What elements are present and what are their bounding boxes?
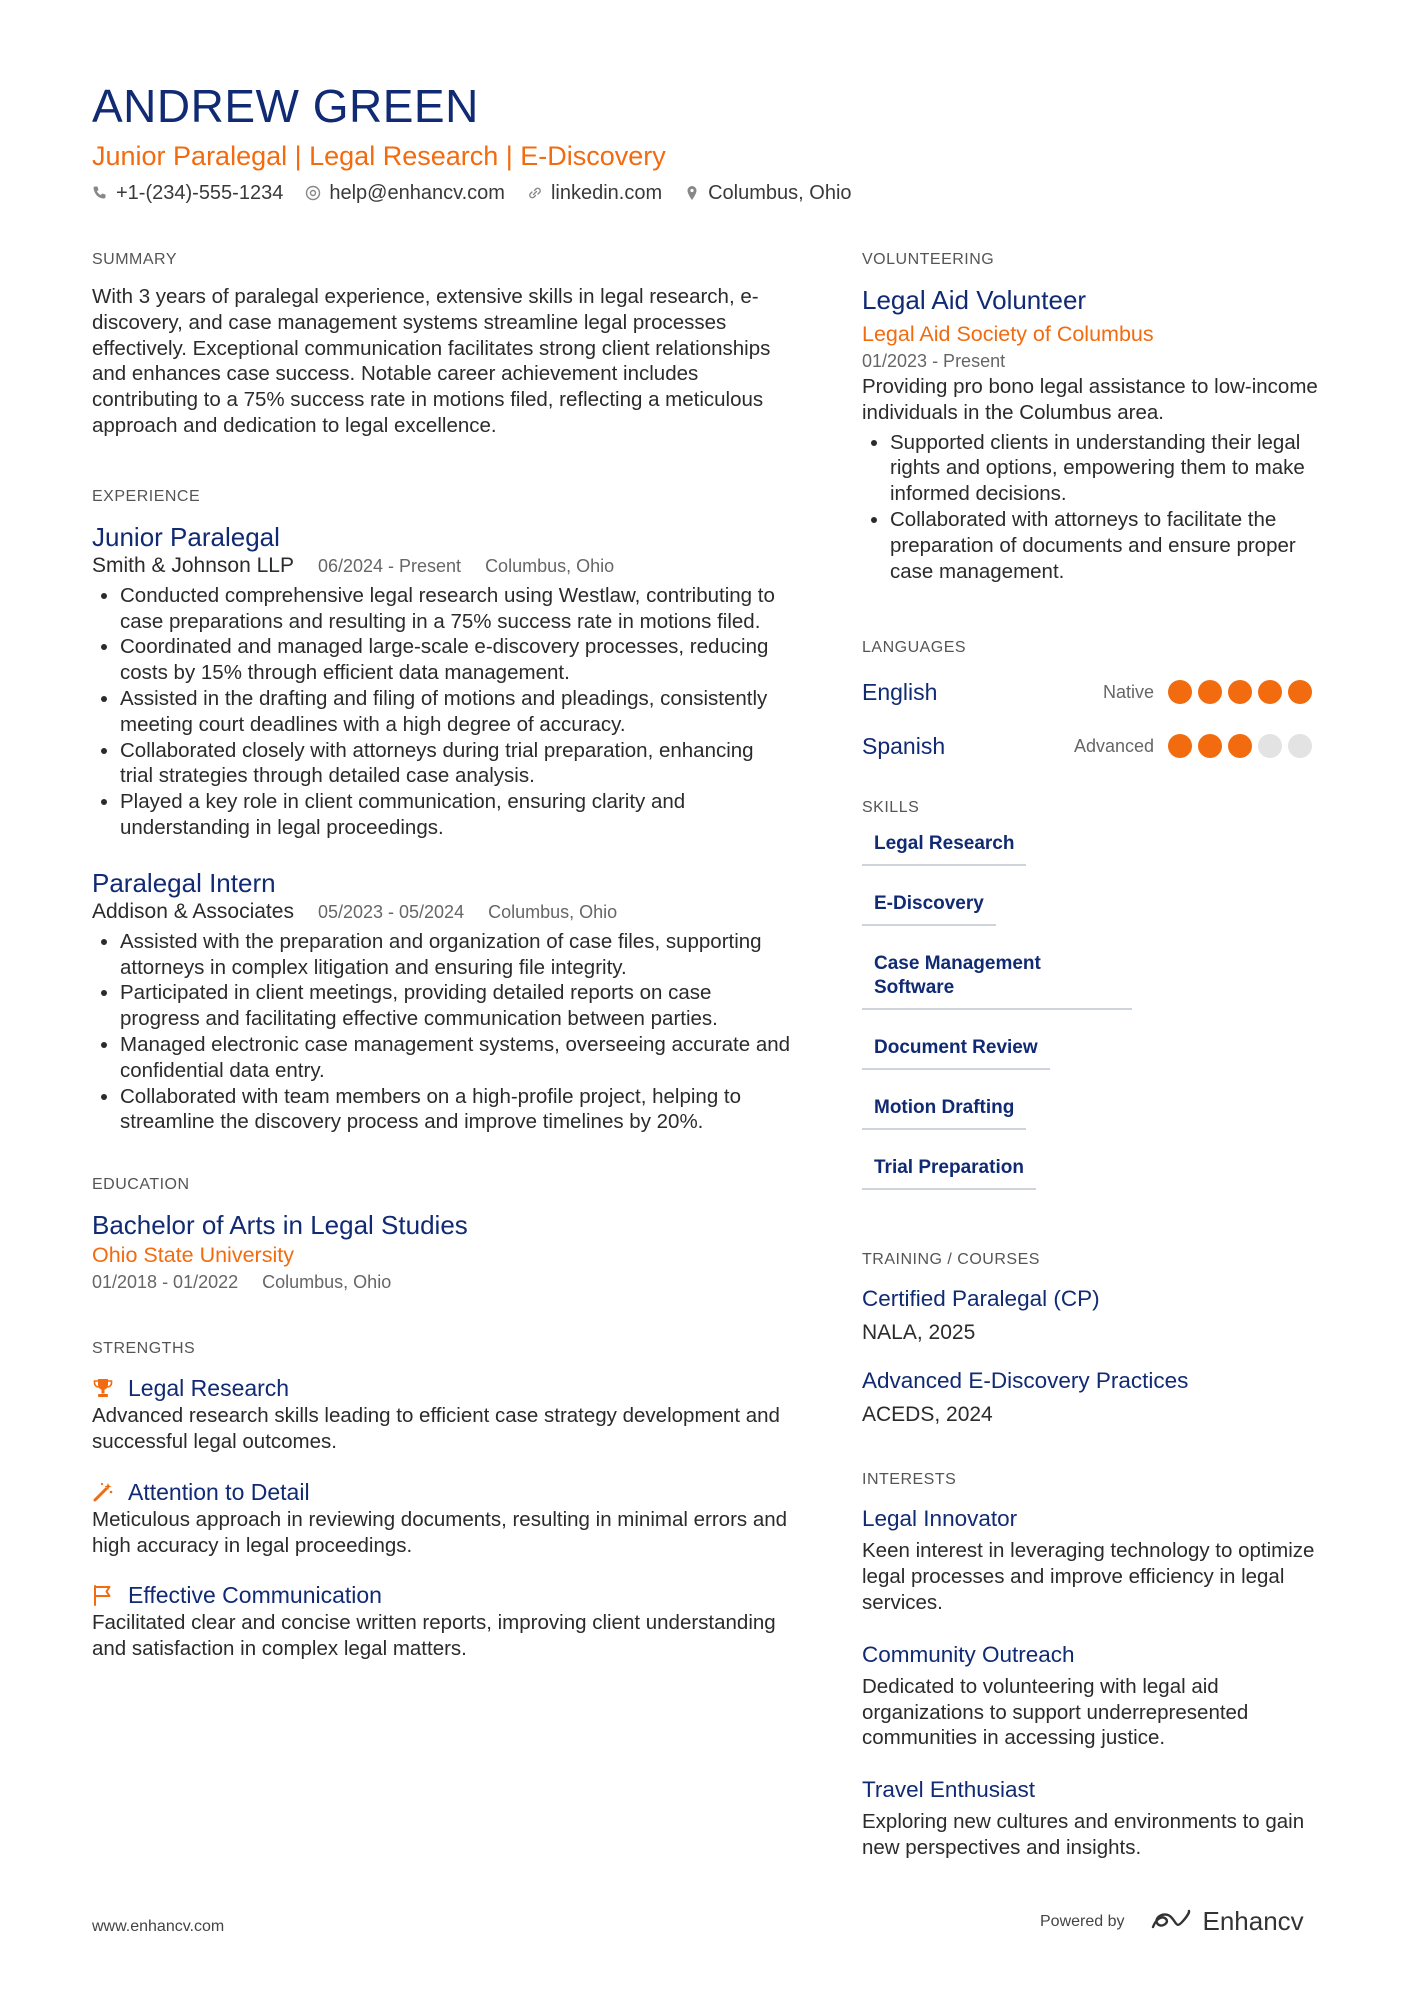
section-title-experience: EXPERIENCE <box>92 487 201 505</box>
section-title-skills: SKILLS <box>862 799 920 817</box>
job-bullet: • Assisted with the preparation and organization of case files, supporting attorneys in complex litigation and ensuring file integrity. <box>120 929 792 981</box>
degree-title: Bachelor of Arts in Legal Studies <box>92 1210 468 1241</box>
course-item <box>862 1284 1332 1348</box>
job-company: Addison & Associates <box>92 899 294 923</box>
strength-item <box>92 1373 792 1455</box>
level-dot-empty <box>1258 734 1282 758</box>
level-dot-filled <box>1198 680 1222 704</box>
contact-location <box>684 180 851 206</box>
language-name: English <box>862 678 938 705</box>
language-row <box>862 726 1332 766</box>
skill-tag: Case Management Software <box>862 952 1132 1010</box>
summary-text: With 3 years of paralegal experience, extensive skills in legal research, e-discovery, and case management systems streamline legal processes effectively. Exceptional communication facilitates strong client relationships and enhances case success. Notable career achievement includes contributing to a 75% success rate in motions filed, reflecting a meticulous approach and dedication to legal excellence. <box>92 285 771 437</box>
job-bullet: • Collaborated with team members on a high-profile project, helping to streamline the discovery process and improve timelines by 20%. <box>120 1084 792 1136</box>
interest-title: Legal Innovator <box>862 1506 1018 1532</box>
job-location: Columbus, Ohio <box>485 555 615 576</box>
job-title: Paralegal Intern <box>92 867 276 898</box>
language-name: Spanish <box>862 732 946 759</box>
strength-item <box>92 1580 792 1662</box>
email-text: help@enhancv.com <box>329 182 505 204</box>
footer-brand <box>1040 1906 1304 1937</box>
link-icon <box>527 185 543 201</box>
level-dot-filled <box>1228 734 1252 758</box>
job-title: Junior Paralegal <box>92 521 280 552</box>
job-bullet: • Played a key role in client communication, ensuring clarity and understanding in legal proceedings. <box>120 789 792 841</box>
education-dates: 01/2018 - 01/2022 <box>92 1272 239 1293</box>
section-title-volunteering: VOLUNTEERING <box>862 251 995 268</box>
section-title-strengths: STRENGTHS <box>92 1340 196 1358</box>
language-level: Advanced <box>1073 735 1154 756</box>
job-meta <box>92 553 792 579</box>
footer-website[interactable]: www.enhancv.com <box>92 1918 225 1935</box>
interest-text: Keen interest in leveraging technology to optimize legal processes and improve efficiency in legal services. <box>862 1539 1315 1614</box>
strength-head <box>92 1580 792 1610</box>
headline: Junior Paralegal | Legal Research | E-Discovery <box>92 141 666 171</box>
candidate-name: ANDREW GREEN <box>92 80 479 132</box>
level-dot-filled <box>1228 680 1252 704</box>
language-dots <box>1168 734 1312 758</box>
job-bullet: • Participated in client meetings, providing detailed reports on case progress and facilitating effective communication between parties. <box>120 980 792 1032</box>
language-dots <box>1168 680 1312 704</box>
magic-wand-icon <box>92 1481 114 1503</box>
strength-title: Attention to Detail <box>128 1478 310 1505</box>
job-entry <box>92 521 792 841</box>
trophy-icon <box>92 1377 114 1399</box>
volunteer-bullets <box>862 430 1332 585</box>
job-dates: 05/2023 - 05/2024 <box>317 901 465 922</box>
phone-icon <box>92 185 108 201</box>
course-provider: ACEDS, 2024 <box>862 1403 993 1427</box>
interest-item <box>862 1504 1332 1615</box>
languages-section <box>862 638 1332 766</box>
experience-section <box>92 487 792 1135</box>
volunteering-section <box>862 250 1332 584</box>
skill-tag: E-Discovery <box>862 892 996 926</box>
right-column <box>862 250 1332 1861</box>
skills-section <box>862 798 1332 1216</box>
phone-text: +1-(234)-555-1234 <box>116 182 284 204</box>
interest-item <box>862 1775 1332 1861</box>
strengths-section <box>92 1339 792 1662</box>
course-item <box>862 1366 1332 1430</box>
job-bullet: • Managed electronic case management systems, overseeing accurate and confidential data entry. <box>120 1032 792 1084</box>
contact-phone[interactable] <box>92 180 283 206</box>
skill-tag: Motion Drafting <box>862 1096 1026 1130</box>
level-dot-filled <box>1168 734 1192 758</box>
job-bullets <box>92 929 792 1135</box>
powered-by-label: Powered by <box>1040 1912 1125 1930</box>
interest-title: Community Outreach <box>862 1641 1075 1667</box>
brand-logo[interactable] <box>1149 1906 1304 1937</box>
summary-section <box>92 250 792 439</box>
section-title-languages: LANGUAGES <box>862 639 967 657</box>
skill-tag: Trial Preparation <box>862 1156 1036 1190</box>
left-column <box>92 250 792 1684</box>
at-icon <box>305 185 321 201</box>
interests-section <box>862 1470 1332 1860</box>
location-pin-icon <box>684 185 700 201</box>
volunteer-bullet: • Collaborated with attorneys to facilitate the preparation of documents and ensure proper case management. <box>890 507 1332 584</box>
skills-list <box>862 832 1332 1216</box>
enhancv-logo-icon <box>1149 1909 1195 1935</box>
language-level: Native <box>1102 681 1154 702</box>
job-dates: 06/2024 - Present <box>317 555 462 576</box>
linkedin-text: linkedin.com <box>550 182 663 204</box>
section-title-education: EDUCATION <box>92 1176 190 1194</box>
job-bullet: • Conducted comprehensive legal research using Westlaw, contributing to case preparations and resulting in a 75% success rate in motions filed. <box>120 583 792 635</box>
location-text: Columbus, Ohio <box>708 182 852 204</box>
job-bullet: • Coordinated and managed large-scale e-discovery processes, reducing costs by 15% through efficient data management. <box>120 634 792 686</box>
strength-head <box>92 1477 792 1507</box>
section-title-training: TRAINING / COURSES <box>862 1251 1040 1269</box>
job-company: Smith & Johnson LLP <box>92 553 294 577</box>
contact-linkedin[interactable] <box>527 180 662 206</box>
strength-text: Facilitated clear and concise written reports, improving client understanding and satisfaction in complex legal matters. <box>92 1611 776 1661</box>
volunteer-bullet: • Supported clients in understanding their legal rights and options, empowering them to make informed decisions. <box>890 430 1332 507</box>
contact-row <box>92 180 874 206</box>
job-bullet: • Collaborated closely with attorneys during trial preparation, enhancing trial strategies through detailed case analysis. <box>120 738 792 790</box>
education-section <box>92 1175 792 1295</box>
interest-item <box>862 1640 1332 1751</box>
strength-head <box>92 1373 792 1403</box>
education-meta <box>92 1269 792 1295</box>
course-title: Certified Paralegal (CP) <box>862 1286 1100 1312</box>
strength-text: Advanced research skills leading to efficient case strategy development and successful legal outcomes. <box>92 1404 780 1453</box>
course-title: Advanced E-Discovery Practices <box>862 1368 1189 1394</box>
flag-icon <box>92 1584 114 1606</box>
job-bullet: • Assisted in the drafting and filing of motions and pleadings, consistently meeting court deadlines with a high degree of accuracy. <box>120 686 792 738</box>
strength-title: Legal Research <box>128 1375 290 1402</box>
volunteer-org: Legal Aid Society of Columbus <box>862 322 1154 346</box>
volunteer-dates: 01/2023 - Present <box>862 351 1006 371</box>
level-dot-filled <box>1258 680 1282 704</box>
skill-tag: Document Review <box>862 1036 1050 1070</box>
level-dot-filled <box>1168 680 1192 704</box>
course-provider: NALA, 2025 <box>862 1321 976 1345</box>
volunteer-role: Legal Aid Volunteer <box>862 285 1087 315</box>
strength-item <box>92 1477 792 1559</box>
job-entry <box>92 867 792 1135</box>
job-location: Columbus, Ohio <box>488 901 618 922</box>
training-section <box>862 1250 1332 1430</box>
contact-email[interactable] <box>305 180 505 206</box>
interest-text: Dedicated to volunteering with legal aid organizations to support underrepresented communities in accessing justice. <box>862 1674 1249 1750</box>
language-row <box>862 672 1332 712</box>
interest-text: Exploring new cultures and environments to gain new perspectives and insights. <box>862 1810 1305 1859</box>
level-dot-empty <box>1288 734 1312 758</box>
brand-name: Enhancv <box>1202 1906 1304 1936</box>
skill-tag: Legal Research <box>862 832 1026 866</box>
section-title-summary: SUMMARY <box>92 251 177 268</box>
level-dot-filled <box>1198 734 1222 758</box>
job-meta <box>92 899 792 925</box>
education-location: Columbus, Ohio <box>262 1272 392 1293</box>
section-title-interests: INTERESTS <box>862 1471 957 1489</box>
school-name: Ohio State University <box>92 1243 294 1268</box>
level-dot-filled <box>1288 680 1312 704</box>
strength-title: Effective Communication <box>128 1582 382 1609</box>
strength-text: Meticulous approach in reviewing documents, resulting in minimal errors and high accuracy in legal proceedings. <box>92 1507 788 1557</box>
volunteer-description: Providing pro bono legal assistance to low-income individuals in the Columbus area. <box>862 375 1318 424</box>
job-bullets <box>92 583 792 841</box>
interest-title: Travel Enthusiast <box>862 1777 1035 1803</box>
